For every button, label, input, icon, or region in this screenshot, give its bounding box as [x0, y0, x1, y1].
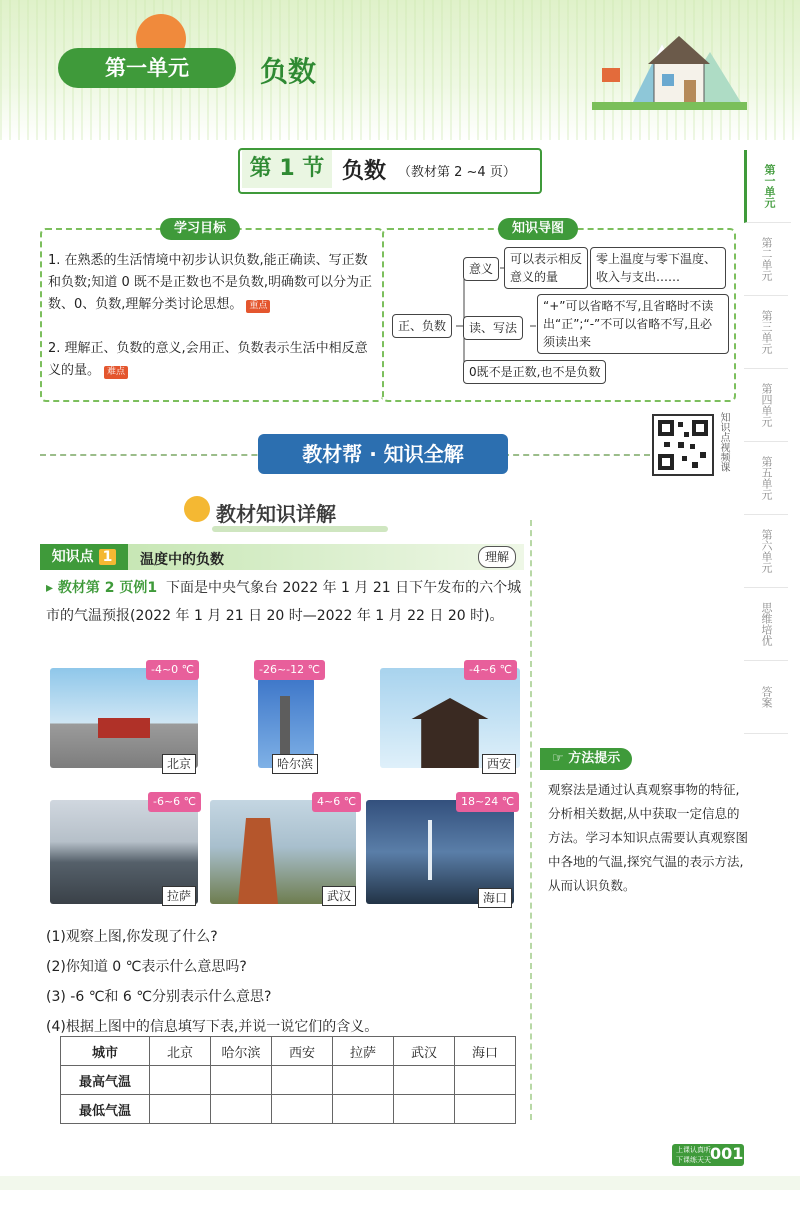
footer-slogan-2: 下课练天天 [676, 1156, 711, 1164]
tiananmen-shape [98, 718, 150, 738]
answer-cell[interactable] [455, 1095, 516, 1124]
row-label: 最高气温 [61, 1066, 150, 1095]
temperature-table [60, 1036, 516, 1124]
lhasa-label: 拉萨 [162, 886, 196, 906]
answer-cell[interactable] [272, 1095, 333, 1124]
table-header-cell: 城市 [61, 1037, 150, 1066]
footer-slogan-1: 上课认真听 [676, 1146, 711, 1154]
table-header-cell: 武汉 [394, 1037, 455, 1066]
table-row [61, 1066, 516, 1095]
answer-cell[interactable] [211, 1095, 272, 1124]
table-header-cell: 北京 [150, 1037, 211, 1066]
side-tab-unit-6[interactable]: 第六单元 [744, 515, 788, 588]
subheading: 教材知识详解 [216, 502, 336, 526]
haikou-label: 海口 [478, 888, 512, 908]
side-tab-unit-1[interactable]: 第一单元 [744, 150, 791, 223]
question-2: (2)你知道 0 ℃表示什么意思吗? [46, 959, 247, 975]
row-label: 最低气温 [61, 1095, 150, 1124]
goal-item-2 [48, 338, 374, 382]
answer-cell[interactable] [394, 1066, 455, 1095]
chapter-title: 负数 [260, 55, 317, 88]
beijing-photo [50, 668, 198, 768]
unit-label: 第一单元 [58, 48, 236, 88]
map-meaning-example: 零上温度与零下温度、收入与支出…… [590, 247, 726, 289]
method-tip-tag-text: 方法提示 [568, 751, 621, 766]
side-tab-unit-4[interactable]: 第四单元 [744, 369, 788, 442]
qr-code-label: 知识点视频课 [718, 412, 729, 472]
monument-shape [280, 696, 290, 756]
key-point-badge: 重点 [246, 300, 270, 313]
method-tip-text: 观察法是通过认真观察事物的特征,分析相关数据,从中获取一定信息的方法。学习本知识点需要认真观察图中各地的气温,探究气温的表示方法,从而认识负数。 [548, 782, 749, 893]
table-header-cell: 哈尔滨 [211, 1037, 272, 1066]
answer-cell[interactable] [333, 1095, 394, 1124]
knowledge-point-number: 1 [99, 549, 117, 565]
map-read-write-text: “+”可以省略不写,且省略时不读出“正”;“-”不可以省略不写,且必须读出来 [537, 294, 729, 354]
knowledge-map-tag: 知识导图 [498, 218, 578, 240]
answer-cell[interactable] [272, 1066, 333, 1095]
xian-label: 西安 [482, 754, 516, 774]
table-row [61, 1095, 516, 1124]
section-number: 第 1 节 [242, 150, 332, 188]
beijing-label: 北京 [162, 754, 196, 774]
wuhan-label: 武汉 [322, 886, 356, 906]
lesson-body: 下面是中央气象台 2022 年 1 月 21 日下午发布的六个城市的气温预报(2022 年 1 月 21 日 20 时—2022 年 1 月 22 日 20 时)。 [46, 580, 522, 624]
difficult-point-badge: 难点 [104, 366, 128, 379]
lesson-reference-text: 教材第 2 页例1 [57, 580, 158, 596]
answer-cell[interactable] [150, 1095, 211, 1124]
haikou-temp: 18~24 ℃ [456, 792, 519, 812]
side-tab-unit-5[interactable]: 第五单元 [744, 442, 788, 515]
bottom-bar [0, 1176, 800, 1190]
harbin-label: 哈尔滨 [272, 754, 318, 774]
house-illustration-icon [592, 22, 747, 110]
footer-slogan [676, 1145, 711, 1165]
map-read-write-label: 读、写法 [463, 316, 523, 340]
section-name: 负数 [342, 159, 387, 184]
question-4: (4)根据上图中的信息填写下表,并说一说它们的含义。 [46, 1019, 379, 1035]
table-header-row [61, 1037, 516, 1066]
answer-cell[interactable] [455, 1066, 516, 1095]
learning-goals-tag: 学习目标 [160, 218, 240, 240]
column-divider [530, 520, 532, 1120]
harbin-temp: -26~-12 ℃ [254, 660, 325, 680]
side-tab-unit-2[interactable]: 第二单元 [744, 223, 788, 296]
xian-photo [380, 668, 520, 768]
knowledge-point-tag [40, 544, 128, 570]
answer-cell[interactable] [211, 1066, 272, 1095]
lhasa-temp: -6~6 ℃ [148, 792, 201, 812]
answer-cell[interactable] [394, 1095, 455, 1124]
answer-cell[interactable] [333, 1066, 394, 1095]
knowledge-point-tag-text: 知识点 [51, 549, 94, 565]
map-meaning-label: 意义 [463, 257, 499, 281]
xian-temp: -4~6 ℃ [464, 660, 517, 680]
table-header-cell: 西安 [272, 1037, 333, 1066]
question-list [46, 922, 526, 1042]
beijing-temp: -4~0 ℃ [146, 660, 199, 680]
answer-cell[interactable] [150, 1066, 211, 1095]
table-header-cell: 海口 [455, 1037, 516, 1066]
method-tip-tag: ☞ 方法提示 [540, 748, 632, 770]
side-tab-list [744, 150, 788, 734]
goal-text-2: 2. 理解正、负数的意义,会用正、负数表示生活中相反意义的量。 [48, 341, 368, 378]
side-tab-answers[interactable]: 答案 [744, 661, 788, 734]
table-header-cell: 拉萨 [333, 1037, 394, 1066]
goal-text-1: 1. 在熟悉的生活情境中初步认识负数,能正确读、写正数和负数;知道 0 既不是正数也不是负数,明确数可以分为正数、0、负数,理解分类讨论思想。 [48, 253, 373, 312]
map-root-node: 正、负数 [392, 314, 452, 338]
knowledge-point-level: 理解 [478, 546, 516, 568]
qr-code-icon[interactable] [652, 414, 714, 476]
side-tab-unit-3[interactable]: 第三单元 [744, 296, 788, 369]
question-3: (3) -6 ℃和 6 ℃分别表示什么意思? [46, 989, 272, 1005]
lesson-text [46, 574, 524, 630]
knowledge-point-title: 温度中的负数 [140, 552, 224, 568]
wuhan-temp: 4~6 ℃ [312, 792, 361, 812]
section-reference: （教材第 2 ~4 页） [398, 165, 516, 180]
map-meaning-text: 可以表示相反意义的量 [504, 247, 588, 289]
goal-item-1 [48, 250, 374, 316]
side-tab-thinking[interactable]: 思维培优 [744, 588, 788, 661]
band-title: 教材帮 · 知识全解 [258, 434, 508, 474]
lightbulb-icon [184, 496, 210, 522]
yellow-crane-tower-shape [238, 818, 278, 904]
map-zero-text: 0既不是正数,也不是负数 [463, 360, 606, 384]
lesson-reference: ▸ 教材第 2 页例1 [46, 580, 158, 596]
bridge-pylon-shape [428, 820, 432, 880]
question-1: (1)观察上图,你发现了什么? [46, 929, 218, 945]
page-number: 001 [710, 1144, 744, 1163]
